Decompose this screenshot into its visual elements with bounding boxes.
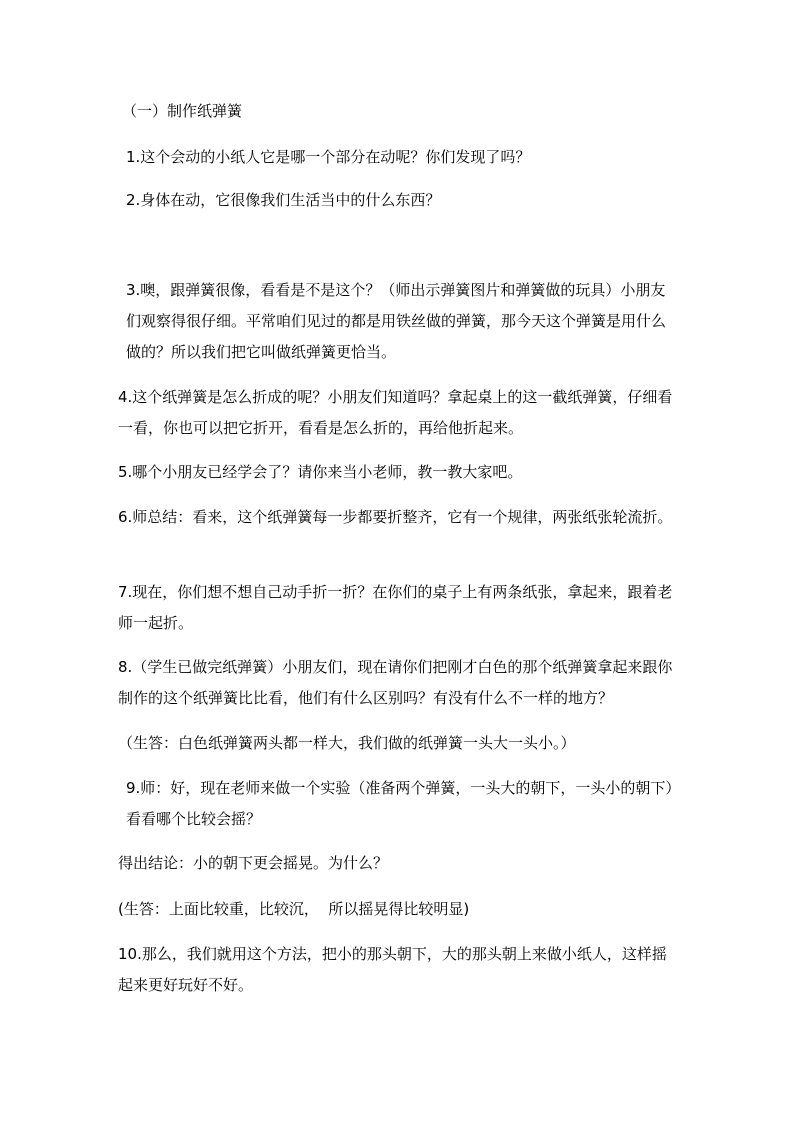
paragraph-8: 8.（学生已做完纸弹簧）小朋友们，现在请你们把刚才白色的那个纸弹簧拿起来跟你制作的这个纸弹簧比比看，他们有什么区别吗？有没有什么不一样的地方？ [118, 658, 673, 707]
paragraph-9-answer: （生答：白色纸弹簧两头都一样大，我们做的纸弹簧一头大一头小。） [118, 734, 576, 752]
paragraph-6: 6.师总结：看来，这个纸弹簧每一步都要折整齐，它有一个规律，两张纸张轮流折。 [118, 508, 673, 526]
paragraph-conclusion: 得出结论：小的朝下更会摇晃。为什么？ [118, 854, 389, 872]
paragraph-3: 3.噢，跟弹簧很像，看看是不是这个？（师出示弹簧图片和弹簧做的玩具）小朋友们观察得很仔细。平常咱们见过的都是用铁丝做的弹簧，那今天这个弹簧是用什么做的？所以我们把它叫做纸弹簧更恰当。 [126, 281, 667, 361]
section-title: （一）制作纸弹簧 [122, 102, 243, 120]
paragraph-5: 5.哪个小朋友已经学会了？请你来当小老师，教一教大家吧。 [118, 463, 523, 481]
paragraph-2: 2.身体在动，它很像我们生活当中的什么东西？ [126, 191, 441, 209]
paragraph-11: 10.那么，我们就用这个方法，把小的那头朝下，大的那头朝上来做小纸人，这样摇起来更好玩好不好。 [118, 945, 667, 994]
paragraph-4: 4.这个纸弹簧是怎么折成的呢？小朋友们知道吗？拿起桌上的这一截纸弹簧，仔细看一看，你也可以把它折开，看看是怎么折的，再给他折起来。 [118, 388, 673, 437]
paragraph-7: 7.现在，你们想不想自己动手折一折？在你们的桌子上有两条纸张，拿起来，跟着老师一起折。 [118, 583, 673, 632]
paragraph-1: 1.这个会动的小纸人它是哪一个部分在动呢？你们发现了吗？ [126, 148, 531, 166]
paragraph-answer-2: (生答：上面比较重，比较沉， 所以摇晃得比较明显) [118, 900, 470, 918]
paragraph-10: 9.师：好，现在老师来做一个实验（准备两个弹簧，一头大的朝下，一头小的朝下）看看哪个比较会摇？ [126, 779, 673, 828]
